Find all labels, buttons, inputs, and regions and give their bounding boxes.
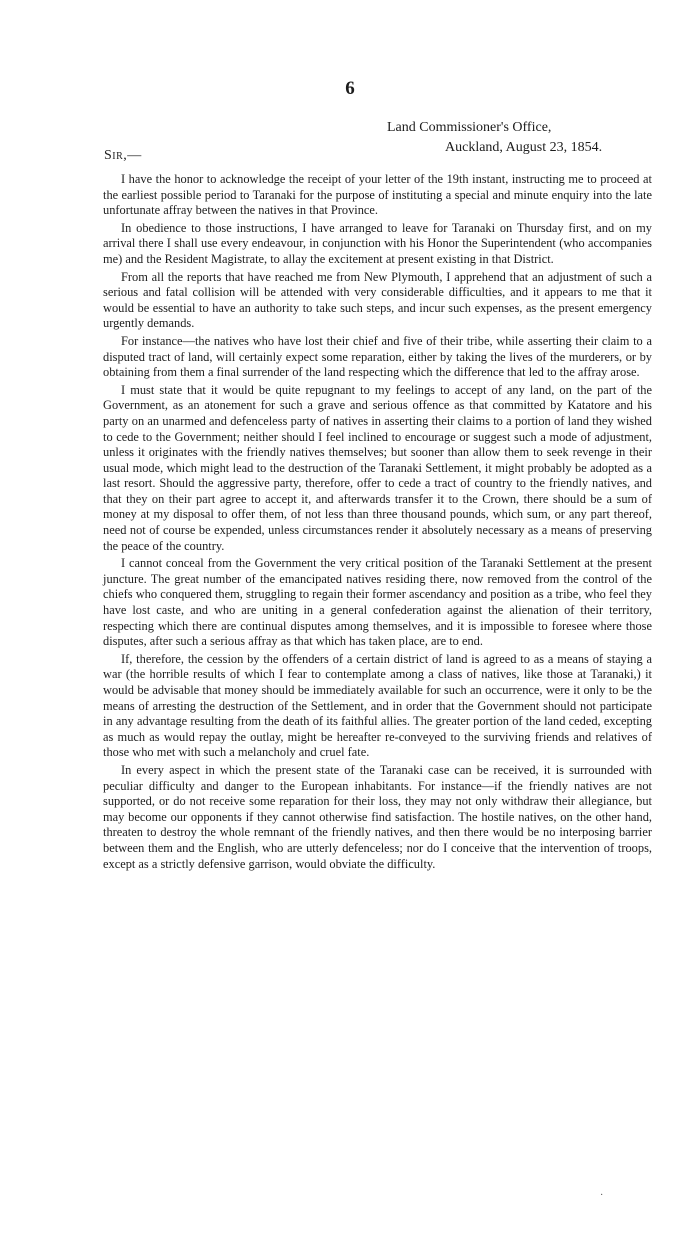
paragraph: From all the reports that have reached me from New Plymouth, I apprehend that an adjustment of such a serious and fatal collision will be attended with very considerable difficulties, and it appears to me that it would be essential to have an authority to take such steps, and incur such expenses, as the present emergency urgently demands. xyxy=(103,269,652,331)
footer-mark: · xyxy=(600,1190,604,1201)
paragraph: In every aspect in which the present state of the Taranaki case can be received, it is surrounded with peculiar difficulty and danger to the European inhabitants. For instance—if the friendly natives are not supported, or do not receive some reparation for their loss, they may not only withdraw their allegiance, but may become our opponents if they cannot otherwise find satisfaction. The hostile natives, on the other hand, threaten to destroy the whole remnant of the friendly natives, and then there would be no interposing barrier between them and the English, who are utterly defenceless; nor do I conceive that the intervention of troops, except as a strictly defensive garrison, would obviate the difficulty. xyxy=(103,762,652,871)
paragraph: In obedience to those instructions, I have arranged to leave for Taranaki on Thursday first, and on my arrival there I shall use every endeavour, in conjunction with his Honor the Superintendent (who accompanies me) and the Resident Magistrate, to allay the excitement at present existing in that District. xyxy=(103,220,652,266)
letter-heading xyxy=(387,118,667,158)
paragraph: I must state that it would be quite repugnant to my feelings to accept of any land, on the part of the Government, as an atonement for such a grave and serious offence as that committed by Katatore and his party on an unarmed and defenceless party of natives in asserting their claims to a portion of land they wished to cede to the Government; neither should I feel inclined to encourage or suggest such a mode of adjustment, unless it originates with the friendly natives themselves; but sooner than allow them to seek revenge in their usual mode, which might lead to the destruction of the Taranaki Settlement, it might probably be adopted as a last resort. Should the aggressive party, therefore, offer to cede a tract of country to the friendly natives, and that they on their part agree to accept it, and afterwards transfer it to the Crown, there should be a sum of money at my disposal to offer them, of not less than three thousand pounds, which sum, or any part thereof, need not of course be expended, unless circumstances render it absolutely necessary as a means of preserving the peace of the country. xyxy=(103,382,652,553)
page-number: 6 xyxy=(345,78,355,99)
place-date-line: Auckland, August 23, 1854. xyxy=(445,140,603,155)
letter-body xyxy=(103,172,652,874)
paragraph: I have the honor to acknowledge the receipt of your letter of the 19th instant, instructing me to proceed at the earliest possible period to Taranaki for the purpose of instituting a special and minute enquiry into the late unfortunate affray between the natives in that Province. xyxy=(103,172,652,218)
salutation: Sir,— xyxy=(104,148,142,163)
paragraph: If, therefore, the cession by the offenders of a certain district of land is agreed to as a means of staying a war (the horrible results of which I fear to contemplate among a class of natives, like those at Taranaki,) it would be advisable that money should be immediately available for such an occurrence, were it only to be the means of arresting the destruction of the Settlement, and in order that the Government should not participate in any advantage resulting from the death of its faithful allies. The greater portion of the land ceded, excepting as much as would repay the outlay, might be hereafter re-conveyed to the surviving friends and relatives of those who met with such a melancholy and cruel fate. xyxy=(103,651,652,760)
paragraph: For instance—the natives who have lost their chief and five of their tribe, while asserting their claim to a disputed tract of land, will certainly expect some reparation, either by taking the lives of the murderers, or by obtaining from them a final surrender of the land respecting which the difference that led to the affray arose. xyxy=(103,333,652,380)
paragraph: I cannot conceal from the Government the very critical position of the Taranaki Settlement at the present juncture. The great number of the emancipated natives residing there, now removed from the control of the chiefs who conquered them, struggling to regain their former ascendancy and position as a tribe, who feel they have lost caste, and who are uniting in a general confederation against the alienation of their territory, respecting which there are continual disputes among themselves, and it is impossible to foresee where those disputes, after such a serious affray as that which has taken place, are to end. xyxy=(103,556,652,649)
office-line: Land Commissioner's Office, xyxy=(387,120,552,135)
